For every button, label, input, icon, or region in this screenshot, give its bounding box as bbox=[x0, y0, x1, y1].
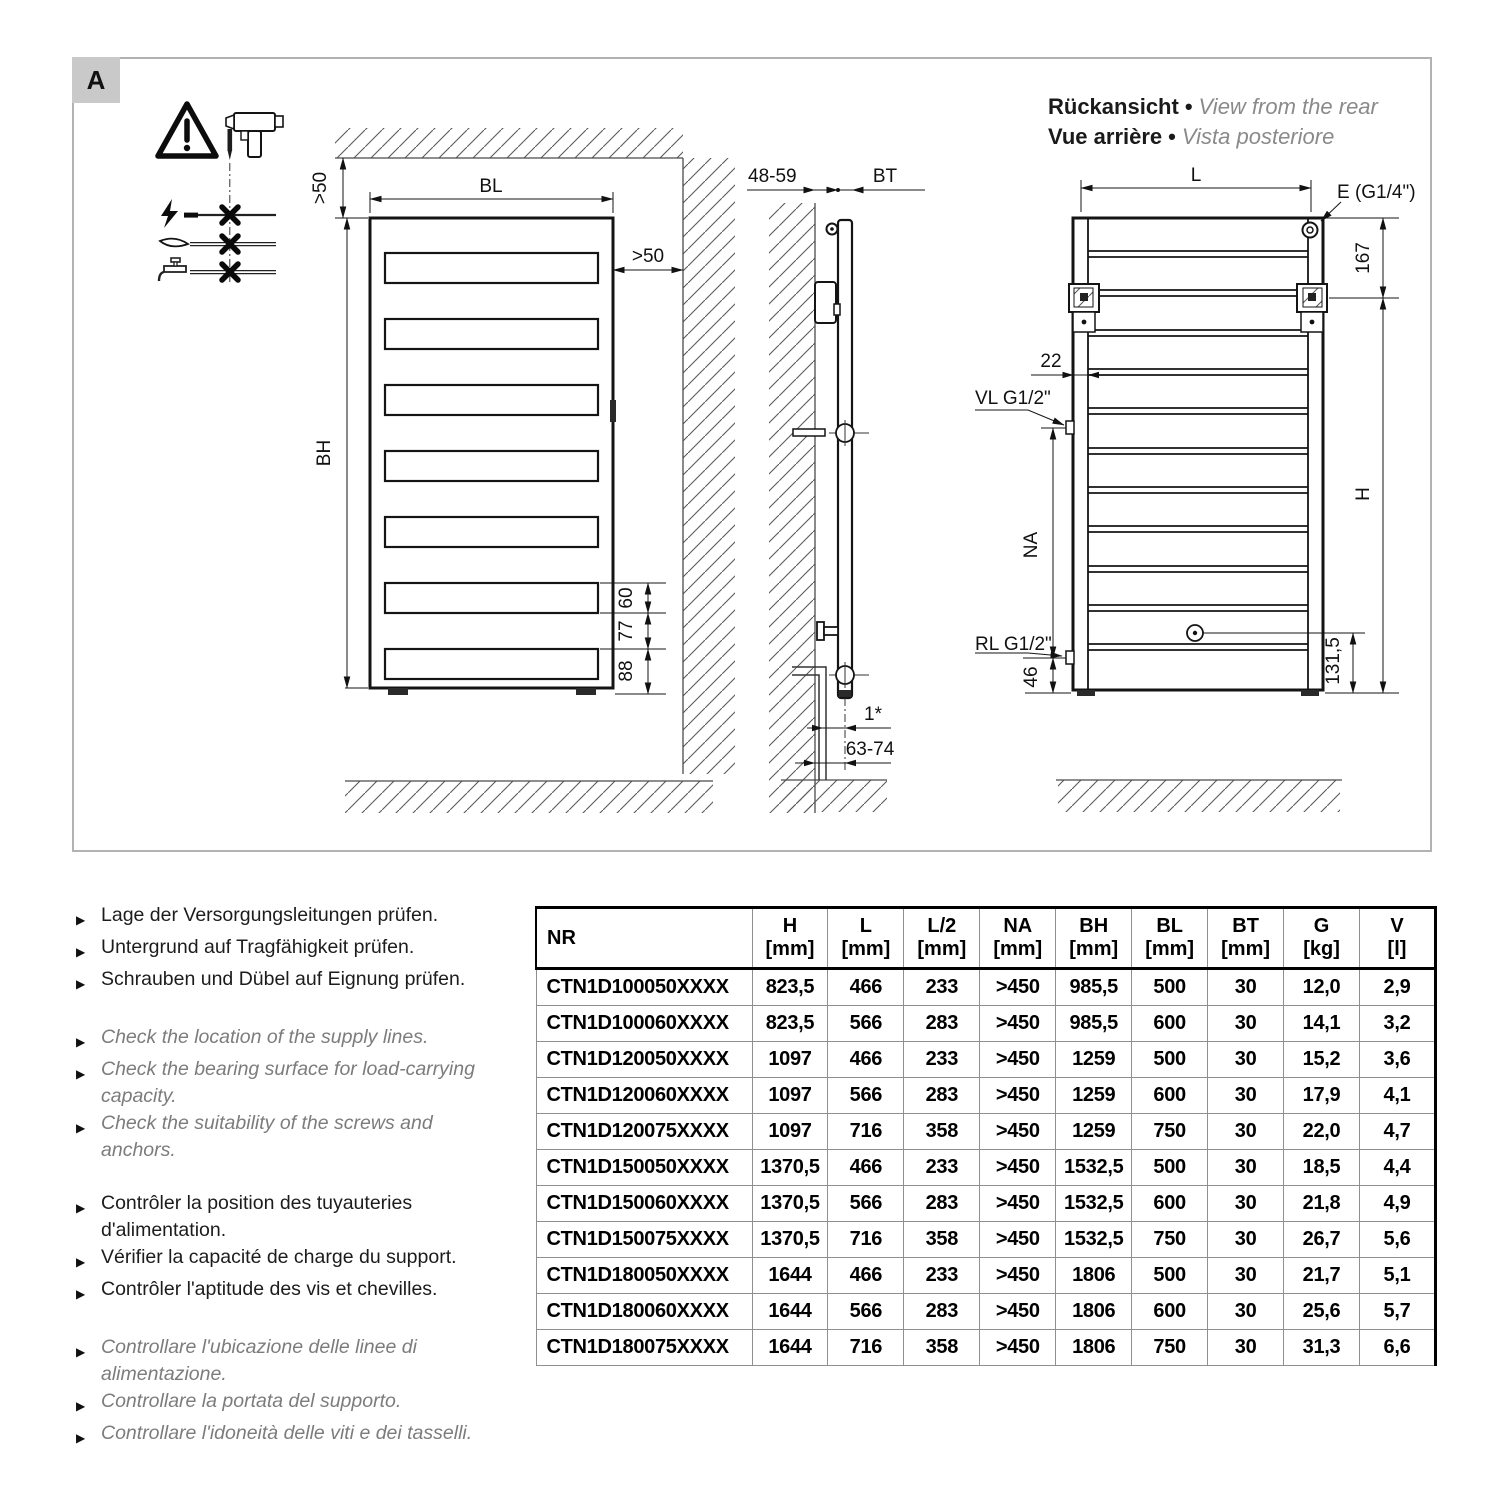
column-header-l-2: L/2 [mm] bbox=[904, 908, 980, 969]
value-cell: 4,1 bbox=[1360, 1078, 1436, 1114]
value-cell: 466 bbox=[828, 1258, 904, 1294]
value-cell: 1806 bbox=[1056, 1330, 1132, 1366]
table-row bbox=[536, 1114, 1436, 1150]
value-cell: >450 bbox=[980, 1150, 1056, 1186]
value-cell: 500 bbox=[1132, 1150, 1208, 1186]
dim-label: >50 bbox=[631, 246, 665, 267]
value-cell: 31,3 bbox=[1284, 1330, 1360, 1366]
value-cell: 600 bbox=[1132, 1186, 1208, 1222]
instruction-text: Lage der Versorgungsleitungen prüfen. bbox=[101, 904, 439, 926]
instruction-item bbox=[76, 1388, 484, 1420]
warning-triangle-icon bbox=[158, 104, 216, 156]
value-cell: 233 bbox=[904, 969, 980, 1006]
value-cell: 1370,5 bbox=[752, 1222, 828, 1258]
value-cell: 3,2 bbox=[1360, 1006, 1436, 1042]
value-cell: 5,7 bbox=[1360, 1294, 1436, 1330]
value-cell: 30 bbox=[1208, 1150, 1284, 1186]
value-cell: 716 bbox=[828, 1222, 904, 1258]
value-cell: 1259 bbox=[1056, 1042, 1132, 1078]
value-cell: 21,8 bbox=[1284, 1186, 1360, 1222]
value-cell: 985,5 bbox=[1056, 969, 1132, 1006]
instruction-item bbox=[76, 966, 484, 998]
model-number-cell: CTN1D150050XXXX bbox=[536, 1150, 752, 1186]
instruction-item bbox=[76, 934, 484, 966]
value-cell: 750 bbox=[1132, 1114, 1208, 1150]
value-cell: 750 bbox=[1132, 1330, 1208, 1366]
instruction-item bbox=[76, 1276, 484, 1308]
table-row bbox=[536, 1078, 1436, 1114]
bullet-triangle-icon: ▶ bbox=[76, 1431, 86, 1445]
instruction-text: Check the location of the supply lines. bbox=[101, 1026, 429, 1048]
bullet-triangle-icon: ▶ bbox=[76, 977, 86, 991]
value-cell: >450 bbox=[980, 1114, 1056, 1150]
return-label: RL G1/2" bbox=[975, 634, 1052, 655]
value-cell: 1532,5 bbox=[1056, 1150, 1132, 1186]
dim-label: 48-59 bbox=[748, 166, 797, 187]
value-cell: 716 bbox=[828, 1330, 904, 1366]
bullet-triangle-icon: ▶ bbox=[76, 945, 86, 959]
instruction-item bbox=[76, 1244, 484, 1276]
value-cell: 1806 bbox=[1056, 1294, 1132, 1330]
value-cell: >450 bbox=[980, 1330, 1056, 1366]
value-cell: 1097 bbox=[752, 1042, 828, 1078]
instruction-item bbox=[76, 902, 484, 934]
value-cell: 358 bbox=[904, 1222, 980, 1258]
value-cell: 1806 bbox=[1056, 1258, 1132, 1294]
value-cell: 600 bbox=[1132, 1006, 1208, 1042]
value-cell: 1532,5 bbox=[1056, 1186, 1132, 1222]
value-cell: 566 bbox=[828, 1078, 904, 1114]
lightning-icon bbox=[161, 199, 178, 228]
value-cell: 466 bbox=[828, 1042, 904, 1078]
value-cell: 30 bbox=[1208, 1006, 1284, 1042]
column-header-v: V [l] bbox=[1360, 908, 1436, 969]
value-cell: 466 bbox=[828, 1150, 904, 1186]
dim-label: 60 bbox=[616, 587, 637, 609]
floor-hatching bbox=[1056, 780, 1342, 812]
table-row bbox=[536, 1222, 1436, 1258]
value-cell: 566 bbox=[828, 1186, 904, 1222]
instruction-item bbox=[76, 1056, 484, 1110]
value-cell: 283 bbox=[904, 1006, 980, 1042]
instruction-text: Check the suitability of the screws and anchors. bbox=[101, 1112, 433, 1161]
model-number-cell: CTN1D150060XXXX bbox=[536, 1186, 752, 1222]
value-cell: 283 bbox=[904, 1186, 980, 1222]
value-cell: 1097 bbox=[752, 1078, 828, 1114]
value-cell: 233 bbox=[904, 1258, 980, 1294]
table-row bbox=[536, 1150, 1436, 1186]
bullet-triangle-icon: ▶ bbox=[76, 1201, 86, 1215]
column-header-g: G [kg] bbox=[1284, 908, 1360, 969]
instruction-item bbox=[76, 1190, 484, 1244]
value-cell: 4,4 bbox=[1360, 1150, 1436, 1186]
table-row bbox=[536, 1006, 1436, 1042]
instruction-text: Vérifier la capacité de charge du support. bbox=[101, 1246, 457, 1268]
value-cell: 30 bbox=[1208, 1294, 1284, 1330]
front-view-drawing bbox=[280, 113, 740, 820]
instruction-text: Untergrund auf Tragfähigkeit prüfen. bbox=[101, 936, 415, 958]
dim-label: 77 bbox=[616, 620, 637, 642]
value-cell: 4,9 bbox=[1360, 1186, 1436, 1222]
value-cell: 26,7 bbox=[1284, 1222, 1360, 1258]
instruction-item bbox=[76, 1024, 484, 1056]
model-number-cell: CTN1D100050XXXX bbox=[536, 969, 752, 1006]
value-cell: 2,9 bbox=[1360, 969, 1436, 1006]
instruction-text: Controllare l'idoneità delle viti e dei tasselli. bbox=[101, 1422, 473, 1444]
value-cell: 1097 bbox=[752, 1114, 828, 1150]
dim-label: L bbox=[1190, 165, 1202, 186]
value-cell: 30 bbox=[1208, 1222, 1284, 1258]
table-row bbox=[536, 1042, 1436, 1078]
mounting-bracket-right bbox=[1297, 284, 1327, 332]
bullet-triangle-icon: ▶ bbox=[76, 1399, 86, 1413]
column-header-bt: BT [mm] bbox=[1208, 908, 1284, 969]
value-cell: 12,0 bbox=[1284, 969, 1360, 1006]
value-cell: 283 bbox=[904, 1078, 980, 1114]
value-cell: 1644 bbox=[752, 1294, 828, 1330]
table-row bbox=[536, 1294, 1436, 1330]
rear-title-line-1: Rückansicht • View from the rear bbox=[1048, 94, 1378, 119]
dim-label: BH bbox=[314, 439, 335, 467]
dim-label: 1* bbox=[864, 704, 882, 725]
dim-label: 46 bbox=[1021, 666, 1042, 688]
warning-pictograms bbox=[148, 85, 298, 290]
no-gas-line-row bbox=[160, 236, 276, 252]
value-cell: 600 bbox=[1132, 1078, 1208, 1114]
instruction-group-en bbox=[76, 1024, 484, 1164]
spec-table-body bbox=[536, 969, 1436, 1366]
value-cell: 1644 bbox=[752, 1330, 828, 1366]
value-cell: 4,7 bbox=[1360, 1114, 1436, 1150]
rear-view-title bbox=[1048, 92, 1378, 152]
value-cell: 358 bbox=[904, 1114, 980, 1150]
rear-title-line-2: Vue arrière • Vista posteriore bbox=[1048, 124, 1335, 149]
value-cell: >450 bbox=[980, 1078, 1056, 1114]
no-electric-line-row bbox=[161, 199, 276, 228]
dim-label: 63-74 bbox=[845, 739, 895, 760]
dim-label: BL bbox=[479, 176, 503, 197]
return-stub bbox=[1066, 651, 1074, 664]
value-cell: 566 bbox=[828, 1294, 904, 1330]
value-cell: 1532,5 bbox=[1056, 1222, 1132, 1258]
value-cell: 30 bbox=[1208, 1078, 1284, 1114]
value-cell: 566 bbox=[828, 1006, 904, 1042]
instruction-item bbox=[76, 1420, 484, 1452]
value-cell: 1370,5 bbox=[752, 1150, 828, 1186]
value-cell: 14,1 bbox=[1284, 1006, 1360, 1042]
instruction-item bbox=[76, 1110, 484, 1164]
value-cell: 21,7 bbox=[1284, 1258, 1360, 1294]
value-cell: 17,9 bbox=[1284, 1078, 1360, 1114]
instruction-group-fr bbox=[76, 1190, 484, 1308]
value-cell: 358 bbox=[904, 1330, 980, 1366]
model-number-cell: CTN1D100060XXXX bbox=[536, 1006, 752, 1042]
value-cell: 30 bbox=[1208, 1186, 1284, 1222]
value-cell: 6,6 bbox=[1360, 1330, 1436, 1366]
table-row bbox=[536, 1258, 1436, 1294]
bullet-triangle-icon: ▶ bbox=[76, 1035, 86, 1049]
bullet-triangle-icon: ▶ bbox=[76, 1287, 86, 1301]
bullet-triangle-icon: ▶ bbox=[76, 1067, 86, 1081]
panel-label: A bbox=[72, 57, 120, 103]
column-header-h: H [mm] bbox=[752, 908, 828, 969]
value-cell: 233 bbox=[904, 1150, 980, 1186]
instruction-text: Check the bearing surface for load-carrying capacity. bbox=[101, 1058, 475, 1107]
radiator-rear bbox=[1066, 218, 1327, 696]
instruction-text: Schrauben und Dübel auf Eignung prüfen. bbox=[101, 968, 466, 990]
spec-table-head-row bbox=[536, 908, 1436, 969]
dim-label: 88 bbox=[616, 660, 637, 682]
value-cell: 233 bbox=[904, 1042, 980, 1078]
instructions bbox=[76, 902, 484, 1478]
value-cell: >450 bbox=[980, 1258, 1056, 1294]
value-cell: 1259 bbox=[1056, 1078, 1132, 1114]
instruction-text: Controllare la portata del supporto. bbox=[101, 1390, 402, 1412]
value-cell: 985,5 bbox=[1056, 1006, 1132, 1042]
value-cell: >450 bbox=[980, 1042, 1056, 1078]
table-row bbox=[536, 1186, 1436, 1222]
dim-label: >50 bbox=[310, 171, 331, 205]
dim-label: H bbox=[1353, 487, 1374, 501]
model-number-cell: CTN1D180060XXXX bbox=[536, 1294, 752, 1330]
bullet-triangle-icon: ▶ bbox=[76, 1121, 86, 1135]
value-cell: 30 bbox=[1208, 1042, 1284, 1078]
dim-label: NA bbox=[1021, 531, 1042, 559]
dim-label: 167 bbox=[1353, 242, 1374, 274]
value-cell: 1644 bbox=[752, 1258, 828, 1294]
flame-icon bbox=[160, 239, 188, 247]
instruction-text: Contrôler la position des tuyauteries d'alimentation. bbox=[101, 1192, 413, 1241]
radiator-front bbox=[370, 218, 616, 695]
dim-label: BT bbox=[872, 166, 898, 187]
column-header-bh: BH [mm] bbox=[1056, 908, 1132, 969]
column-header-bl: BL [mm] bbox=[1132, 908, 1208, 969]
table-row bbox=[536, 1330, 1436, 1366]
instruction-text: Controllare l'ubicazione delle linee di alimentazione. bbox=[101, 1336, 417, 1385]
bullet-triangle-icon: ▶ bbox=[76, 1345, 86, 1359]
bullet-triangle-icon: ▶ bbox=[76, 1255, 86, 1269]
column-header-nr: NR bbox=[536, 908, 752, 969]
value-cell: 30 bbox=[1208, 969, 1284, 1006]
value-cell: 1370,5 bbox=[752, 1186, 828, 1222]
drill-icon bbox=[226, 113, 283, 160]
value-cell: 5,6 bbox=[1360, 1222, 1436, 1258]
table-row bbox=[536, 969, 1436, 1006]
value-cell: 5,1 bbox=[1360, 1258, 1436, 1294]
value-cell: 1259 bbox=[1056, 1114, 1132, 1150]
column-header-na: NA [mm] bbox=[980, 908, 1056, 969]
column-header-l: L [mm] bbox=[828, 908, 904, 969]
value-cell: 22,0 bbox=[1284, 1114, 1360, 1150]
value-cell: 750 bbox=[1132, 1222, 1208, 1258]
no-water-pipe-row bbox=[159, 258, 276, 281]
value-cell: >450 bbox=[980, 1222, 1056, 1258]
model-number-cell: CTN1D120060XXXX bbox=[536, 1078, 752, 1114]
value-cell: 3,6 bbox=[1360, 1042, 1436, 1078]
value-cell: 466 bbox=[828, 969, 904, 1006]
supply-stub bbox=[1066, 421, 1074, 434]
value-cell: 30 bbox=[1208, 1114, 1284, 1150]
model-number-cell: CTN1D150075XXXX bbox=[536, 1222, 752, 1258]
value-cell: 30 bbox=[1208, 1258, 1284, 1294]
value-cell: 500 bbox=[1132, 969, 1208, 1006]
instruction-item bbox=[76, 1334, 484, 1388]
value-cell: 500 bbox=[1132, 1042, 1208, 1078]
value-cell: 500 bbox=[1132, 1258, 1208, 1294]
model-number-cell: CTN1D180050XXXX bbox=[536, 1258, 752, 1294]
value-cell: 18,5 bbox=[1284, 1150, 1360, 1186]
value-cell: 823,5 bbox=[752, 1006, 828, 1042]
model-number-cell: CTN1D120075XXXX bbox=[536, 1114, 752, 1150]
mounting-bracket-left bbox=[1069, 284, 1099, 332]
dim-label: 22 bbox=[1040, 351, 1062, 372]
bullet-triangle-icon: ▶ bbox=[76, 913, 86, 927]
value-cell: 823,5 bbox=[752, 969, 828, 1006]
value-cell: 600 bbox=[1132, 1294, 1208, 1330]
tap-icon bbox=[159, 258, 186, 281]
spec-table bbox=[535, 906, 1437, 1366]
value-cell: >450 bbox=[980, 1006, 1056, 1042]
model-number-cell: CTN1D180075XXXX bbox=[536, 1330, 752, 1366]
instruction-text: Contrôler l'aptitude des vis et chevilles. bbox=[101, 1278, 438, 1300]
value-cell: 25,6 bbox=[1284, 1294, 1360, 1330]
rear-view-drawing bbox=[953, 160, 1435, 822]
value-cell: >450 bbox=[980, 969, 1056, 1006]
instruction-group-it bbox=[76, 1334, 484, 1452]
instruction-group-de bbox=[76, 902, 484, 998]
value-cell: >450 bbox=[980, 1294, 1056, 1330]
dim-label: 131,5 bbox=[1323, 637, 1344, 685]
model-number-cell: CTN1D120050XXXX bbox=[536, 1042, 752, 1078]
value-cell: 716 bbox=[828, 1114, 904, 1150]
value-cell: >450 bbox=[980, 1186, 1056, 1222]
vent-label: E (G1/4") bbox=[1337, 182, 1416, 203]
value-cell: 283 bbox=[904, 1294, 980, 1330]
value-cell: 15,2 bbox=[1284, 1042, 1360, 1078]
value-cell: 30 bbox=[1208, 1330, 1284, 1366]
supply-label: VL G1/2" bbox=[975, 388, 1051, 409]
